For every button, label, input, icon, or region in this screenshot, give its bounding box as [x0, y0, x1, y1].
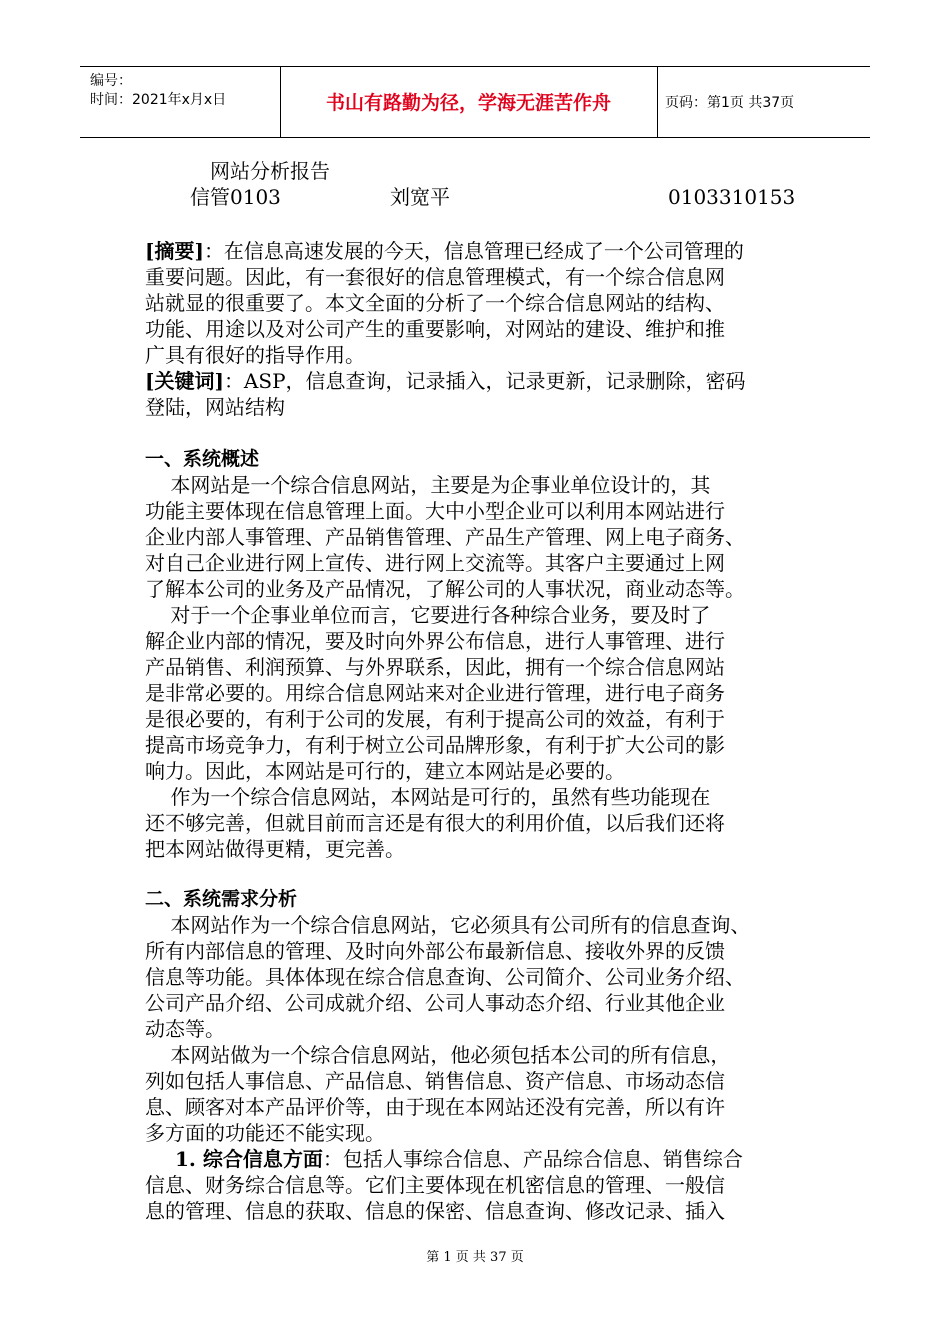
number-label: 编号：	[90, 73, 132, 89]
keywords-line: [关键词]：ASP，信息查询，记录插入，记录更新，记录删除，密码	[145, 369, 746, 393]
abstract-line: 站就显的很重要了。本文全面的分析了一个综合信息网站的结构、	[145, 291, 725, 315]
paragraph-line: 产品销售、利润预算、与外界联系，因此，拥有一个综合信息网站	[145, 655, 725, 679]
abstract-line: 功能、用途以及对公司产生的重要影响，对网站的建设、维护和推	[145, 317, 725, 341]
paragraph-line: 作为一个综合信息网站，本网站是可行的，虽然有些功能现在	[145, 785, 711, 809]
doc-class: 信管0103	[190, 185, 281, 209]
paragraph-line: 响力。因此，本网站是可行的，建立本网站是必要的。	[145, 759, 625, 783]
paragraph-line: 了解本公司的业务及产品情况，了解公司的人事状况，商业动态等。	[145, 577, 745, 601]
paragraph-line: 本网站做为一个综合信息网站，他必须包括本公司的所有信息，	[145, 1043, 731, 1067]
page-header	[80, 66, 870, 138]
doc-title: 网站分析报告	[210, 159, 330, 183]
abstract-line: 重要问题。因此，有一套很好的信息管理模式，有一个综合信息网	[145, 265, 725, 289]
header-divider	[657, 67, 658, 137]
doc-author: 刘宽平	[390, 185, 450, 209]
paragraph-line: 多方面的功能还不能实现。	[145, 1121, 385, 1145]
paragraph-line: 解企业内部的情况，要及时向外界公布信息，进行人事管理、进行	[145, 629, 725, 653]
paragraph-line: 息、顾客对本产品评价等，由于现在本网站还没有完善，所以有许	[145, 1095, 725, 1119]
item-label: 1. 综合信息方面	[175, 1147, 323, 1171]
paragraph-line: 信息等功能。具体体现在综合信息查询、公司简介、公司业务介绍、	[145, 965, 745, 989]
paragraph-line: 企业内部人事管理、产品销售管理、产品生产管理、网上电子商务、	[145, 525, 745, 549]
keywords-label: [关键词]	[145, 369, 224, 393]
header-meta	[80, 67, 280, 137]
section-heading: 一、系统概述	[145, 448, 260, 470]
header-page-info: 页码：第1页 共37页	[665, 95, 795, 111]
paragraph-line: 对自己企业进行网上宣传、进行网上交流等。其客户主要通过上网	[145, 551, 725, 575]
page-footer: 第 1 页 共 37 页	[426, 1250, 524, 1265]
paragraph-line: 功能主要体现在信息管理上面。大中小型企业可以利用本网站进行	[145, 499, 725, 523]
date-label: 时间：2021年x月x日	[90, 92, 227, 108]
paragraph-line: 提高市场竞争力，有利于树立公司品牌形象，有利于扩大公司的影	[145, 733, 725, 757]
paragraph-line: 动态等。	[145, 1017, 225, 1041]
paragraph-line: 1. 综合信息方面：包括人事综合信息、产品综合信息、销售综合	[175, 1147, 743, 1171]
paragraph-line: 把本网站做得更精，更完善。	[145, 837, 405, 861]
doc-student-id: 0103310153	[668, 185, 796, 209]
paragraph-line: 所有内部信息的管理、及时向外部公布最新信息、接收外界的反馈	[145, 939, 725, 963]
keywords-line: 登陆，网站结构	[145, 395, 285, 419]
paragraph-line: 本网站作为一个综合信息网站，它必须具有公司所有的信息查询、	[145, 913, 751, 937]
paragraph-line: 是非常必要的。用综合信息网站来对企业进行管理，进行电子商务	[145, 681, 725, 705]
paragraph-line: 对于一个企事业单位而言，它要进行各种综合业务，要及时了	[145, 603, 711, 627]
paragraph-line: 本网站是一个综合信息网站，主要是为企事业单位设计的，其	[145, 473, 711, 497]
paragraph-line: 息的管理、信息的获取、信息的保密、信息查询、修改记录、插入	[145, 1199, 725, 1223]
paragraph-line: 还不够完善，但就目前而言还是有很大的利用价值，以后我们还将	[145, 811, 725, 835]
abstract-label: [摘要]	[145, 239, 204, 263]
abstract-line: 广具有很好的指导作用。	[145, 343, 365, 367]
paragraph-line: 列如包括人事信息、产品信息、销售信息、资产信息、市场动态信	[145, 1069, 725, 1093]
paragraph-line: 是很必要的，有利于公司的发展，有利于提高公司的效益，有利于	[145, 707, 725, 731]
section-heading: 二、系统需求分析	[145, 888, 298, 910]
paragraph-line: 信息、财务综合信息等。它们主要体现在机密信息的管理、一般信	[145, 1173, 725, 1197]
abstract-line: [摘要]：在信息高速发展的今天，信息管理已经成了一个公司管理的	[145, 239, 744, 263]
paragraph-line: 公司产品介绍、公司成就介绍、公司人事动态介绍、行业其他企业	[145, 991, 725, 1015]
header-motto: 书山有路勤为径，学海无涯苦作舟	[325, 92, 611, 114]
